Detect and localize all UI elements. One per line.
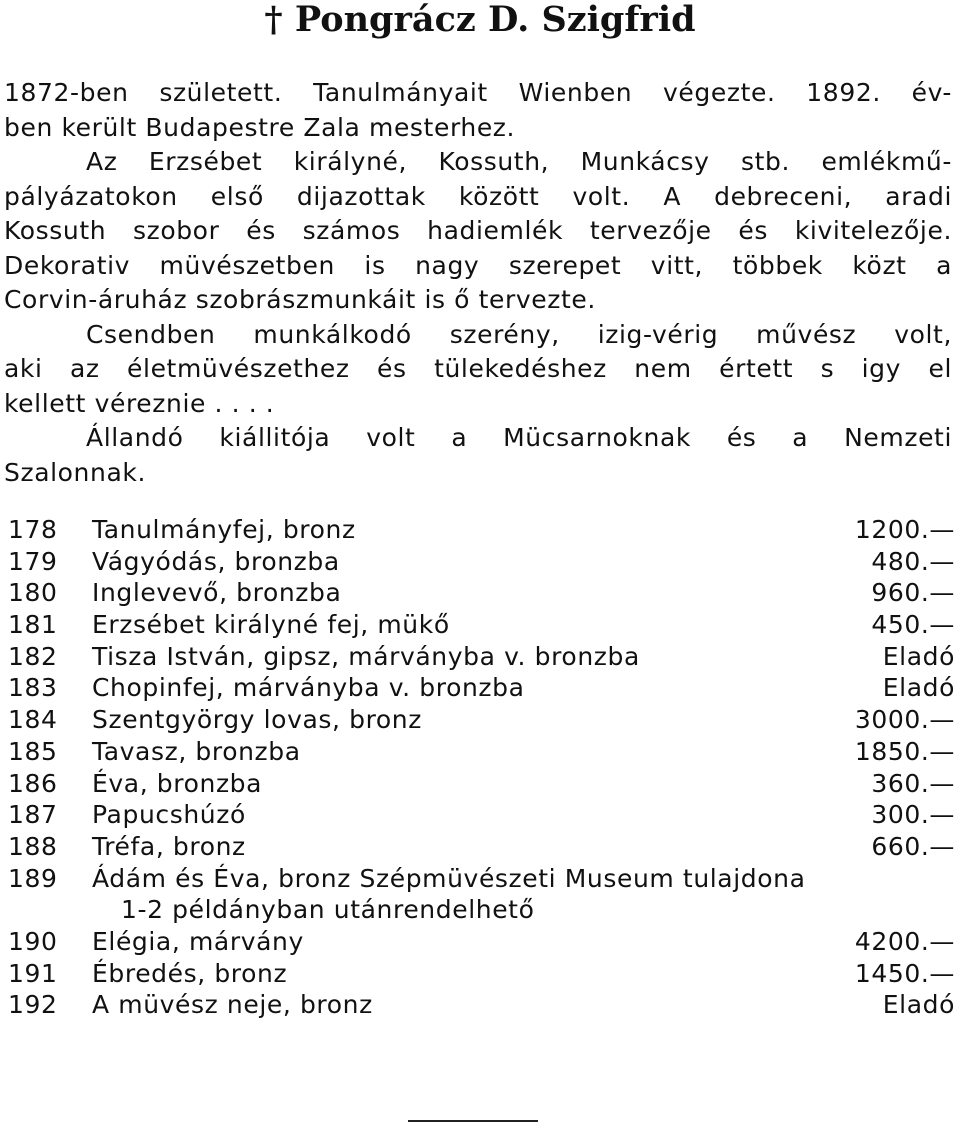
biography-line: 1872-ben született. Tanulmányait Wienben végezte. 1892. év- bbox=[4, 78, 952, 107]
list-item bbox=[8, 546, 955, 578]
catalog-number: 185 bbox=[8, 736, 58, 766]
catalog-number: 187 bbox=[8, 800, 58, 830]
catalog-number: 191 bbox=[8, 958, 58, 988]
biography-line: kellett véreznie . . . . bbox=[4, 388, 275, 418]
list-item bbox=[8, 641, 955, 673]
artwork-title: Éva, bronzba bbox=[92, 768, 263, 798]
artwork-list bbox=[8, 514, 955, 1021]
artwork-title: Papucshúzó bbox=[92, 800, 246, 830]
biography-line: Az Erzsébet királyné, Kossuth, Munkácsy stb. emlékmű- bbox=[86, 147, 952, 176]
list-item bbox=[8, 672, 955, 704]
artwork-title: Ébredés, bronz bbox=[92, 958, 288, 988]
list-item bbox=[8, 894, 955, 926]
biography-line: ben került Budapestre Zala mesterhez. bbox=[4, 112, 516, 142]
artwork-price: 660.— bbox=[871, 831, 955, 861]
biography-line: Csendben munkálkodó szerény, izig-vérig művész volt, bbox=[86, 319, 952, 349]
artwork-title: Inglevevő, bronzba bbox=[92, 578, 342, 608]
artwork-title: Tavasz, bronzba bbox=[92, 736, 301, 766]
list-item bbox=[8, 926, 955, 958]
catalog-number: 180 bbox=[8, 578, 58, 608]
list-item bbox=[8, 989, 955, 1021]
catalog-number: 181 bbox=[8, 610, 58, 640]
artwork-price: Eladó bbox=[882, 990, 955, 1020]
artwork-title: Erzsébet királyné fej, mükő bbox=[92, 610, 450, 640]
biography-line: Állandó kiállitója volt a Mücsarnoknak és a Nemzeti bbox=[86, 423, 952, 452]
artwork-price: 480.— bbox=[871, 546, 955, 576]
list-item bbox=[8, 799, 955, 831]
artwork-title: Tisza István, gipsz, márványba v. bronzba bbox=[92, 641, 640, 671]
artwork-price: 960.— bbox=[871, 578, 955, 608]
biography-line: Corvin-áruház szobrászmunkáit is ő tervezte. bbox=[4, 285, 596, 314]
artwork-title: Elégia, márvány bbox=[92, 926, 304, 956]
catalog-number: 188 bbox=[8, 831, 58, 861]
list-item bbox=[8, 609, 955, 641]
artwork-title: Chopinfej, márványba v. bronzba bbox=[92, 673, 525, 703]
page-title: † Pongrácz D. Szigfrid bbox=[264, 0, 696, 40]
list-item bbox=[8, 863, 955, 895]
list-item bbox=[8, 514, 955, 546]
catalog-number: 189 bbox=[8, 863, 58, 893]
artwork-price: 360.— bbox=[871, 768, 955, 798]
artwork-note: 1-2 példányban utánrendelhető bbox=[121, 895, 535, 925]
list-item bbox=[8, 831, 955, 863]
artwork-price: 450.— bbox=[871, 610, 955, 640]
artwork-price: Eladó bbox=[882, 673, 955, 703]
biography-line: Szalonnak. bbox=[4, 457, 146, 487]
artwork-price: 1850.— bbox=[854, 736, 955, 766]
list-item bbox=[8, 704, 955, 736]
artwork-price: 4200.— bbox=[854, 926, 955, 956]
catalog-number: 183 bbox=[8, 673, 58, 703]
artwork-title: Tanulmányfej, bronz bbox=[92, 515, 356, 544]
footer-divider bbox=[408, 1120, 538, 1122]
catalog-number: 179 bbox=[8, 546, 58, 576]
catalog-number: 178 bbox=[8, 515, 58, 544]
artwork-price: 300.— bbox=[871, 800, 955, 830]
artwork-title: Tréfa, bronz bbox=[92, 831, 246, 861]
biography-line: aki az életmüvészethez és tülekedéshez nem értett s igy el bbox=[4, 354, 952, 383]
artwork-price: 3000.— bbox=[854, 705, 955, 735]
catalog-number: 184 bbox=[8, 705, 58, 735]
biography-line: Kossuth szobor és számos hadiemlék tervezője és kivitelezője. bbox=[4, 216, 952, 245]
artwork-title: Vágyódás, bronzba bbox=[92, 546, 340, 576]
list-item bbox=[8, 577, 955, 609]
catalog-number: 190 bbox=[8, 926, 58, 956]
biography-line: Dekorativ müvészetben is nagy szerepet vitt, többek közt a bbox=[4, 250, 952, 280]
artwork-title: A müvész neje, bronz bbox=[92, 990, 373, 1020]
list-item bbox=[8, 768, 955, 800]
biography-paragraph bbox=[4, 76, 952, 490]
list-item bbox=[8, 736, 955, 768]
artwork-price: 1450.— bbox=[854, 958, 955, 988]
catalog-number: 182 bbox=[8, 641, 58, 671]
artwork-title: Szentgyörgy lovas, bronz bbox=[92, 705, 422, 735]
artwork-price: 1200.— bbox=[854, 515, 955, 544]
artwork-title: Ádám és Éva, bronz Szépmüvészeti Museum tulajdona bbox=[92, 863, 806, 893]
catalog-number: 186 bbox=[8, 768, 58, 798]
list-item bbox=[8, 958, 955, 990]
biography-line: pályázatokon első dijazottak között volt. A debreceni, aradi bbox=[4, 181, 952, 211]
artwork-price: Eladó bbox=[882, 641, 955, 671]
catalog-number: 192 bbox=[8, 990, 58, 1020]
